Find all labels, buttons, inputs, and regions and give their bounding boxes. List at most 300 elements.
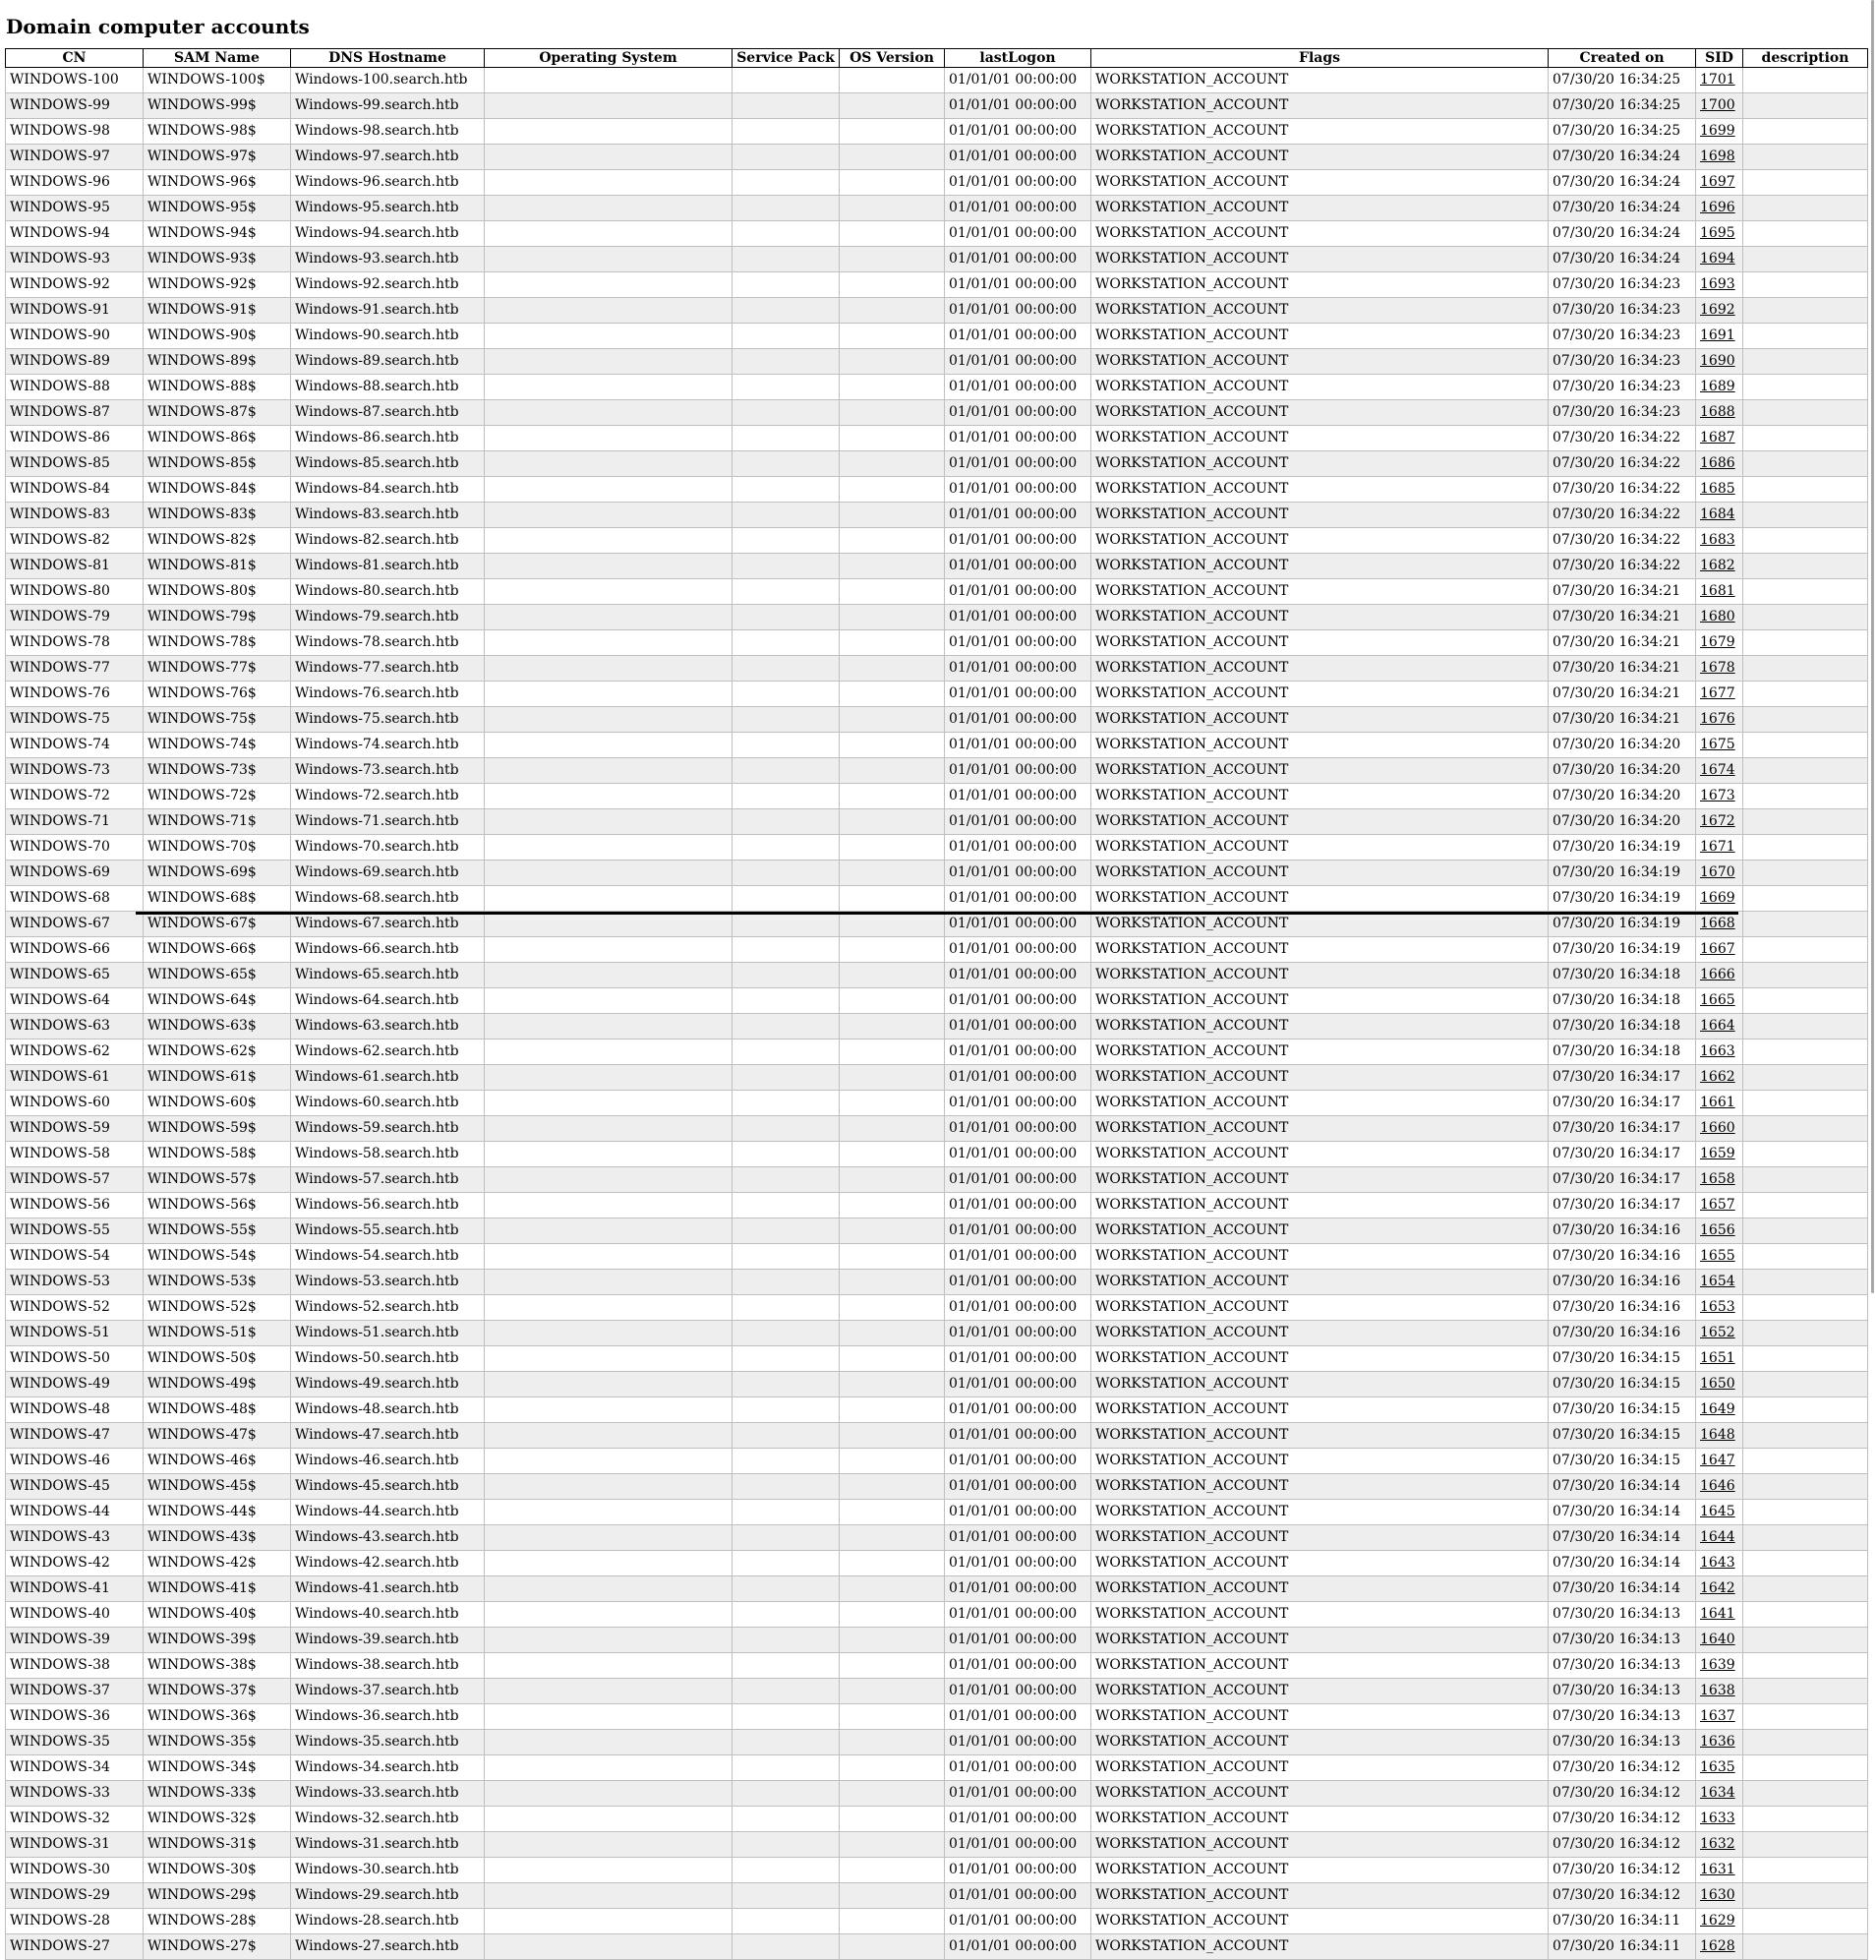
table-row xyxy=(6,1091,1868,1116)
cell-last-logon: 01/01/01 00:00:00 xyxy=(945,1781,1091,1807)
cell-last-logon: 01/01/01 00:00:00 xyxy=(945,119,1091,145)
cell-description xyxy=(1743,145,1868,170)
sid-link[interactable]: 1656 xyxy=(1700,1222,1735,1238)
cell-operating-system xyxy=(485,221,733,247)
table-row xyxy=(6,1551,1868,1576)
cell-sid xyxy=(1696,963,1743,988)
sid-link[interactable]: 1668 xyxy=(1700,916,1735,931)
cell-sam-name: WINDOWS-65$ xyxy=(144,963,291,988)
cell-description xyxy=(1743,886,1868,912)
cell-cn: WINDOWS-62 xyxy=(6,1039,144,1065)
cell-last-logon: 01/01/01 00:00:00 xyxy=(945,886,1091,912)
sid-link[interactable]: 1674 xyxy=(1700,762,1735,778)
cell-created-on: 07/30/20 16:34:22 xyxy=(1549,554,1696,579)
cell-sid xyxy=(1696,1525,1743,1551)
sid-link[interactable]: 1646 xyxy=(1700,1478,1735,1494)
cell-created-on: 07/30/20 16:34:15 xyxy=(1549,1346,1696,1372)
sid-link[interactable]: 1639 xyxy=(1700,1657,1735,1673)
cell-sam-name: WINDOWS-44$ xyxy=(144,1500,291,1525)
cell-flags: WORKSTATION_ACCOUNT xyxy=(1091,1807,1549,1832)
sid-link[interactable]: 1694 xyxy=(1700,251,1735,267)
sid-link[interactable]: 1688 xyxy=(1700,404,1735,420)
cell-description xyxy=(1743,221,1868,247)
cell-flags: WORKSTATION_ACCOUNT xyxy=(1091,451,1549,477)
cell-cn: WINDOWS-82 xyxy=(6,528,144,554)
cell-description xyxy=(1743,375,1868,400)
cell-description xyxy=(1743,1781,1868,1807)
cell-operating-system xyxy=(485,886,733,912)
cell-os-version xyxy=(840,1091,945,1116)
cell-sid xyxy=(1696,1730,1743,1755)
cell-sid xyxy=(1696,1781,1743,1807)
sid-link[interactable]: 1662 xyxy=(1700,1069,1735,1085)
cell-description xyxy=(1743,912,1868,937)
cell-operating-system xyxy=(485,1500,733,1525)
cell-sam-name: WINDOWS-38$ xyxy=(144,1653,291,1679)
cell-flags: WORKSTATION_ACCOUNT xyxy=(1091,1883,1549,1909)
cell-os-version xyxy=(840,298,945,324)
sid-link[interactable]: 1644 xyxy=(1700,1529,1735,1545)
cell-dns-hostname: Windows-51.search.htb xyxy=(291,1321,485,1346)
cell-created-on: 07/30/20 16:34:22 xyxy=(1549,426,1696,451)
cell-sam-name: WINDOWS-66$ xyxy=(144,937,291,963)
table-row xyxy=(6,1218,1868,1244)
cell-last-logon: 01/01/01 00:00:00 xyxy=(945,503,1091,528)
cell-sam-name: WINDOWS-27$ xyxy=(144,1934,291,1960)
cell-dns-hostname: Windows-73.search.htb xyxy=(291,758,485,784)
cell-flags: WORKSTATION_ACCOUNT xyxy=(1091,272,1549,298)
cell-sid xyxy=(1696,1116,1743,1142)
sid-link[interactable]: 1685 xyxy=(1700,481,1735,497)
cell-cn: WINDOWS-35 xyxy=(6,1730,144,1755)
table-row xyxy=(6,145,1868,170)
cell-sid xyxy=(1696,912,1743,937)
sid-link[interactable]: 1633 xyxy=(1700,1811,1735,1826)
cell-last-logon: 01/01/01 00:00:00 xyxy=(945,682,1091,707)
cell-cn: WINDOWS-58 xyxy=(6,1142,144,1167)
sid-link[interactable]: 1695 xyxy=(1700,225,1735,241)
cell-sam-name: WINDOWS-83$ xyxy=(144,503,291,528)
cell-sam-name: WINDOWS-59$ xyxy=(144,1116,291,1142)
cell-dns-hostname: Windows-40.search.htb xyxy=(291,1602,485,1628)
sid-link[interactable]: 1637 xyxy=(1700,1708,1735,1724)
sid-link[interactable]: 1664 xyxy=(1700,1018,1735,1034)
cell-description xyxy=(1743,1270,1868,1295)
cell-description xyxy=(1743,349,1868,375)
cell-description xyxy=(1743,835,1868,861)
table-row xyxy=(6,784,1868,809)
cell-operating-system xyxy=(485,528,733,554)
sid-link[interactable]: 1698 xyxy=(1700,148,1735,164)
cell-os-version xyxy=(840,733,945,758)
sid-link[interactable]: 1678 xyxy=(1700,660,1735,676)
cell-os-version xyxy=(840,1551,945,1576)
cell-cn: WINDOWS-51 xyxy=(6,1321,144,1346)
cell-sid xyxy=(1696,1474,1743,1500)
cell-operating-system xyxy=(485,861,733,886)
cell-flags: WORKSTATION_ACCOUNT xyxy=(1091,988,1549,1014)
sid-link[interactable]: 1631 xyxy=(1700,1862,1735,1877)
cell-sam-name: WINDOWS-85$ xyxy=(144,451,291,477)
cell-flags: WORKSTATION_ACCOUNT xyxy=(1091,477,1549,503)
sid-link[interactable]: 1655 xyxy=(1700,1248,1735,1264)
cell-dns-hostname: Windows-99.search.htb xyxy=(291,93,485,119)
table-row xyxy=(6,1755,1868,1781)
cell-cn: WINDOWS-37 xyxy=(6,1679,144,1704)
cell-sam-name: WINDOWS-98$ xyxy=(144,119,291,145)
cell-last-logon: 01/01/01 00:00:00 xyxy=(945,1704,1091,1730)
sid-link[interactable]: 1686 xyxy=(1700,455,1735,471)
sid-link[interactable]: 1651 xyxy=(1700,1350,1735,1366)
cell-cn: WINDOWS-33 xyxy=(6,1781,144,1807)
cell-created-on: 07/30/20 16:34:14 xyxy=(1549,1500,1696,1525)
cell-flags: WORKSTATION_ACCOUNT xyxy=(1091,400,1549,426)
sid-link[interactable]: 1643 xyxy=(1700,1555,1735,1571)
cell-dns-hostname: Windows-63.search.htb xyxy=(291,1014,485,1039)
cell-description xyxy=(1743,1474,1868,1500)
sid-link[interactable]: 1683 xyxy=(1700,532,1735,548)
cell-service-pack xyxy=(733,605,840,630)
sid-link[interactable]: 1648 xyxy=(1700,1427,1735,1443)
cell-sam-name: WINDOWS-52$ xyxy=(144,1295,291,1321)
sid-link[interactable]: 1682 xyxy=(1700,558,1735,573)
cell-flags: WORKSTATION_ACCOUNT xyxy=(1091,1321,1549,1346)
sid-link[interactable]: 1691 xyxy=(1700,327,1735,343)
sid-link[interactable]: 1636 xyxy=(1700,1734,1735,1750)
cell-service-pack xyxy=(733,1704,840,1730)
cell-sam-name: WINDOWS-39$ xyxy=(144,1628,291,1653)
cell-operating-system xyxy=(485,1832,733,1858)
cell-dns-hostname: Windows-75.search.htb xyxy=(291,707,485,733)
cell-dns-hostname: Windows-92.search.htb xyxy=(291,272,485,298)
cell-sid xyxy=(1696,937,1743,963)
cell-os-version xyxy=(840,1295,945,1321)
cell-flags: WORKSTATION_ACCOUNT xyxy=(1091,1193,1549,1218)
cell-dns-hostname: Windows-60.search.htb xyxy=(291,1091,485,1116)
sid-link[interactable]: 1687 xyxy=(1700,430,1735,445)
cell-os-version xyxy=(840,707,945,733)
cell-sid xyxy=(1696,1909,1743,1934)
cell-sam-name: WINDOWS-64$ xyxy=(144,988,291,1014)
table-row xyxy=(6,196,1868,221)
cell-flags: WORKSTATION_ACCOUNT xyxy=(1091,1755,1549,1781)
sid-link[interactable]: 1684 xyxy=(1700,506,1735,522)
table-row xyxy=(6,1679,1868,1704)
column-header-dns-hostname: DNS Hostname xyxy=(291,49,485,68)
cell-last-logon: 01/01/01 00:00:00 xyxy=(945,1167,1091,1193)
sid-link[interactable]: 1699 xyxy=(1700,123,1735,139)
sid-link[interactable]: 1675 xyxy=(1700,737,1735,752)
cell-flags: WORKSTATION_ACCOUNT xyxy=(1091,1500,1549,1525)
cell-created-on: 07/30/20 16:34:13 xyxy=(1549,1653,1696,1679)
cell-last-logon: 01/01/01 00:00:00 xyxy=(945,68,1091,93)
cell-sid xyxy=(1696,1270,1743,1295)
cell-description xyxy=(1743,298,1868,324)
cell-operating-system xyxy=(485,1602,733,1628)
cell-operating-system xyxy=(485,1909,733,1934)
cell-sam-name: WINDOWS-33$ xyxy=(144,1781,291,1807)
sid-link[interactable]: 1660 xyxy=(1700,1120,1735,1136)
cell-sid xyxy=(1696,272,1743,298)
cell-flags: WORKSTATION_ACCOUNT xyxy=(1091,1346,1549,1372)
sid-link[interactable]: 1676 xyxy=(1700,711,1735,727)
cell-sam-name: WINDOWS-99$ xyxy=(144,93,291,119)
cell-operating-system xyxy=(485,1218,733,1244)
sid-link[interactable]: 1640 xyxy=(1700,1632,1735,1647)
cell-dns-hostname: Windows-80.search.htb xyxy=(291,579,485,605)
cell-description xyxy=(1743,1346,1868,1372)
sid-link[interactable]: 1661 xyxy=(1700,1095,1735,1110)
cell-sid xyxy=(1696,758,1743,784)
cell-service-pack xyxy=(733,1628,840,1653)
sid-link[interactable]: 1700 xyxy=(1700,97,1735,113)
cell-os-version xyxy=(840,1934,945,1960)
cell-dns-hostname: Windows-32.search.htb xyxy=(291,1807,485,1832)
cell-os-version xyxy=(840,1039,945,1065)
table-row xyxy=(6,682,1868,707)
cell-sid xyxy=(1696,1449,1743,1474)
cell-sam-name: WINDOWS-92$ xyxy=(144,272,291,298)
cell-cn: WINDOWS-73 xyxy=(6,758,144,784)
cell-service-pack xyxy=(733,426,840,451)
cell-dns-hostname: Windows-34.search.htb xyxy=(291,1755,485,1781)
sid-link[interactable]: 1689 xyxy=(1700,379,1735,394)
cell-os-version xyxy=(840,809,945,835)
sid-link[interactable]: 1701 xyxy=(1700,72,1735,88)
cell-description xyxy=(1743,1653,1868,1679)
cell-dns-hostname: Windows-88.search.htb xyxy=(291,375,485,400)
cell-sam-name: WINDOWS-29$ xyxy=(144,1883,291,1909)
cell-flags: WORKSTATION_ACCOUNT xyxy=(1091,784,1549,809)
cell-operating-system xyxy=(485,1576,733,1602)
cell-operating-system xyxy=(485,963,733,988)
cell-last-logon: 01/01/01 00:00:00 xyxy=(945,1730,1091,1755)
cell-last-logon: 01/01/01 00:00:00 xyxy=(945,1372,1091,1397)
cell-service-pack xyxy=(733,1116,840,1142)
cell-last-logon: 01/01/01 00:00:00 xyxy=(945,1244,1091,1270)
sid-link[interactable]: 1629 xyxy=(1700,1913,1735,1929)
cell-description xyxy=(1743,1295,1868,1321)
cell-flags: WORKSTATION_ACCOUNT xyxy=(1091,1909,1549,1934)
cell-created-on: 07/30/20 16:34:22 xyxy=(1549,477,1696,503)
sid-link[interactable]: 1673 xyxy=(1700,788,1735,803)
cell-created-on: 07/30/20 16:34:21 xyxy=(1549,682,1696,707)
cell-operating-system xyxy=(485,119,733,145)
cell-sid xyxy=(1696,1244,1743,1270)
cell-os-version xyxy=(840,1576,945,1602)
column-header-flags: Flags xyxy=(1091,49,1549,68)
cell-last-logon: 01/01/01 00:00:00 xyxy=(945,1039,1091,1065)
sid-link[interactable]: 1672 xyxy=(1700,813,1735,829)
cell-operating-system xyxy=(485,1346,733,1372)
sid-link[interactable]: 1632 xyxy=(1700,1836,1735,1852)
cell-os-version xyxy=(840,1423,945,1449)
sid-link[interactable]: 1630 xyxy=(1700,1887,1735,1903)
cell-description xyxy=(1743,963,1868,988)
cell-sam-name: WINDOWS-87$ xyxy=(144,400,291,426)
cell-os-version xyxy=(840,1397,945,1423)
cell-sam-name: WINDOWS-82$ xyxy=(144,528,291,554)
table-row xyxy=(6,1883,1868,1909)
cell-flags: WORKSTATION_ACCOUNT xyxy=(1091,579,1549,605)
cell-last-logon: 01/01/01 00:00:00 xyxy=(945,707,1091,733)
cell-dns-hostname: Windows-52.search.htb xyxy=(291,1295,485,1321)
cell-description xyxy=(1743,1065,1868,1091)
cell-dns-hostname: Windows-81.search.htb xyxy=(291,554,485,579)
cell-description xyxy=(1743,1397,1868,1423)
sid-link[interactable]: 1667 xyxy=(1700,941,1735,957)
cell-created-on: 07/30/20 16:34:24 xyxy=(1549,170,1696,196)
cell-operating-system xyxy=(485,1039,733,1065)
cell-os-version xyxy=(840,1679,945,1704)
sid-link[interactable]: 1658 xyxy=(1700,1171,1735,1187)
sid-link[interactable]: 1669 xyxy=(1700,890,1735,906)
cell-cn: WINDOWS-92 xyxy=(6,272,144,298)
cell-operating-system xyxy=(485,733,733,758)
sid-link[interactable]: 1696 xyxy=(1700,200,1735,215)
cell-os-version xyxy=(840,1014,945,1039)
cell-created-on: 07/30/20 16:34:21 xyxy=(1549,605,1696,630)
cell-service-pack xyxy=(733,1039,840,1065)
cell-os-version xyxy=(840,1602,945,1628)
cell-last-logon: 01/01/01 00:00:00 xyxy=(945,912,1091,937)
cell-last-logon: 01/01/01 00:00:00 xyxy=(945,349,1091,375)
sid-link[interactable]: 1692 xyxy=(1700,302,1735,318)
cell-os-version xyxy=(840,605,945,630)
sid-link[interactable]: 1697 xyxy=(1700,174,1735,190)
cell-cn: WINDOWS-52 xyxy=(6,1295,144,1321)
sid-link[interactable]: 1649 xyxy=(1700,1401,1735,1417)
cell-description xyxy=(1743,809,1868,835)
cell-operating-system xyxy=(485,1167,733,1193)
cell-last-logon: 01/01/01 00:00:00 xyxy=(945,1474,1091,1500)
cell-dns-hostname: Windows-76.search.htb xyxy=(291,682,485,707)
cell-flags: WORKSTATION_ACCOUNT xyxy=(1091,1423,1549,1449)
cell-dns-hostname: Windows-29.search.htb xyxy=(291,1883,485,1909)
sid-link[interactable]: 1670 xyxy=(1700,864,1735,880)
sid-link[interactable]: 1681 xyxy=(1700,583,1735,599)
cell-last-logon: 01/01/01 00:00:00 xyxy=(945,221,1091,247)
cell-operating-system xyxy=(485,1116,733,1142)
sid-link[interactable]: 1638 xyxy=(1700,1683,1735,1698)
cell-description xyxy=(1743,758,1868,784)
cell-sam-name: WINDOWS-47$ xyxy=(144,1423,291,1449)
cell-sam-name: WINDOWS-88$ xyxy=(144,375,291,400)
sid-link[interactable]: 1642 xyxy=(1700,1580,1735,1596)
cell-service-pack xyxy=(733,1781,840,1807)
cell-last-logon: 01/01/01 00:00:00 xyxy=(945,426,1091,451)
cell-sam-name: WINDOWS-63$ xyxy=(144,1014,291,1039)
cell-created-on: 07/30/20 16:34:24 xyxy=(1549,221,1696,247)
cell-description xyxy=(1743,1602,1868,1628)
cell-description xyxy=(1743,1730,1868,1755)
sid-link[interactable]: 1645 xyxy=(1700,1504,1735,1519)
cell-sam-name: WINDOWS-54$ xyxy=(144,1244,291,1270)
sid-link[interactable]: 1690 xyxy=(1700,353,1735,369)
sid-link[interactable]: 1671 xyxy=(1700,839,1735,855)
sid-link[interactable]: 1665 xyxy=(1700,992,1735,1008)
table-row xyxy=(6,1474,1868,1500)
cell-sam-name: WINDOWS-62$ xyxy=(144,1039,291,1065)
sid-link[interactable]: 1680 xyxy=(1700,609,1735,624)
cell-sid xyxy=(1696,1602,1743,1628)
cell-flags: WORKSTATION_ACCOUNT xyxy=(1091,1091,1549,1116)
cell-flags: WORKSTATION_ACCOUNT xyxy=(1091,1270,1549,1295)
cell-service-pack xyxy=(733,1449,840,1474)
cell-sam-name: WINDOWS-95$ xyxy=(144,196,291,221)
cell-flags: WORKSTATION_ACCOUNT xyxy=(1091,1449,1549,1474)
cell-description xyxy=(1743,324,1868,349)
cell-os-version xyxy=(840,1065,945,1091)
sid-link[interactable]: 1652 xyxy=(1700,1325,1735,1340)
cell-operating-system xyxy=(485,1091,733,1116)
cell-dns-hostname: Windows-61.search.htb xyxy=(291,1065,485,1091)
cell-dns-hostname: Windows-48.search.htb xyxy=(291,1397,485,1423)
table-row xyxy=(6,733,1868,758)
sid-link[interactable]: 1634 xyxy=(1700,1785,1735,1801)
sid-link[interactable]: 1653 xyxy=(1700,1299,1735,1315)
cell-os-version xyxy=(840,1525,945,1551)
sid-link[interactable]: 1647 xyxy=(1700,1453,1735,1468)
sid-link[interactable]: 1663 xyxy=(1700,1043,1735,1059)
cell-last-logon: 01/01/01 00:00:00 xyxy=(945,1091,1091,1116)
cell-last-logon: 01/01/01 00:00:00 xyxy=(945,1602,1091,1628)
vertical-scrollbar[interactable] xyxy=(1871,0,1874,1293)
cell-os-version xyxy=(840,1372,945,1397)
sid-link[interactable]: 1654 xyxy=(1700,1274,1735,1289)
cell-cn: WINDOWS-78 xyxy=(6,630,144,656)
cell-sam-name: WINDOWS-89$ xyxy=(144,349,291,375)
cell-service-pack xyxy=(733,1244,840,1270)
sid-link[interactable]: 1641 xyxy=(1700,1606,1735,1622)
cell-sid xyxy=(1696,809,1743,835)
cell-last-logon: 01/01/01 00:00:00 xyxy=(945,1807,1091,1832)
cell-description xyxy=(1743,1218,1868,1244)
sid-link[interactable]: 1635 xyxy=(1700,1759,1735,1775)
cell-cn: WINDOWS-59 xyxy=(6,1116,144,1142)
cell-dns-hostname: Windows-33.search.htb xyxy=(291,1781,485,1807)
cell-dns-hostname: Windows-87.search.htb xyxy=(291,400,485,426)
cell-created-on: 07/30/20 16:34:20 xyxy=(1549,809,1696,835)
cell-flags: WORKSTATION_ACCOUNT xyxy=(1091,605,1549,630)
sid-link[interactable]: 1650 xyxy=(1700,1376,1735,1392)
cell-last-logon: 01/01/01 00:00:00 xyxy=(945,1116,1091,1142)
sid-link[interactable]: 1679 xyxy=(1700,634,1735,650)
cell-flags: WORKSTATION_ACCOUNT xyxy=(1091,68,1549,93)
cell-created-on: 07/30/20 16:34:19 xyxy=(1549,886,1696,912)
cell-sid xyxy=(1696,375,1743,400)
table-row xyxy=(6,349,1868,375)
sid-link[interactable]: 1677 xyxy=(1700,685,1735,701)
cell-service-pack xyxy=(733,1193,840,1218)
sid-link[interactable]: 1657 xyxy=(1700,1197,1735,1213)
sid-link[interactable]: 1666 xyxy=(1700,967,1735,982)
cell-description xyxy=(1743,1244,1868,1270)
cell-last-logon: 01/01/01 00:00:00 xyxy=(945,1858,1091,1883)
cell-created-on: 07/30/20 16:34:23 xyxy=(1549,324,1696,349)
cell-sam-name: WINDOWS-68$ xyxy=(144,886,291,912)
cell-service-pack xyxy=(733,1142,840,1167)
cell-description xyxy=(1743,1014,1868,1039)
table-row xyxy=(6,503,1868,528)
sid-link[interactable]: 1628 xyxy=(1700,1938,1735,1954)
cell-dns-hostname: Windows-30.search.htb xyxy=(291,1858,485,1883)
cell-created-on: 07/30/20 16:34:12 xyxy=(1549,1781,1696,1807)
sid-link[interactable]: 1659 xyxy=(1700,1146,1735,1161)
cell-service-pack xyxy=(733,1091,840,1116)
sid-link[interactable]: 1693 xyxy=(1700,276,1735,292)
cell-sam-name: WINDOWS-45$ xyxy=(144,1474,291,1500)
